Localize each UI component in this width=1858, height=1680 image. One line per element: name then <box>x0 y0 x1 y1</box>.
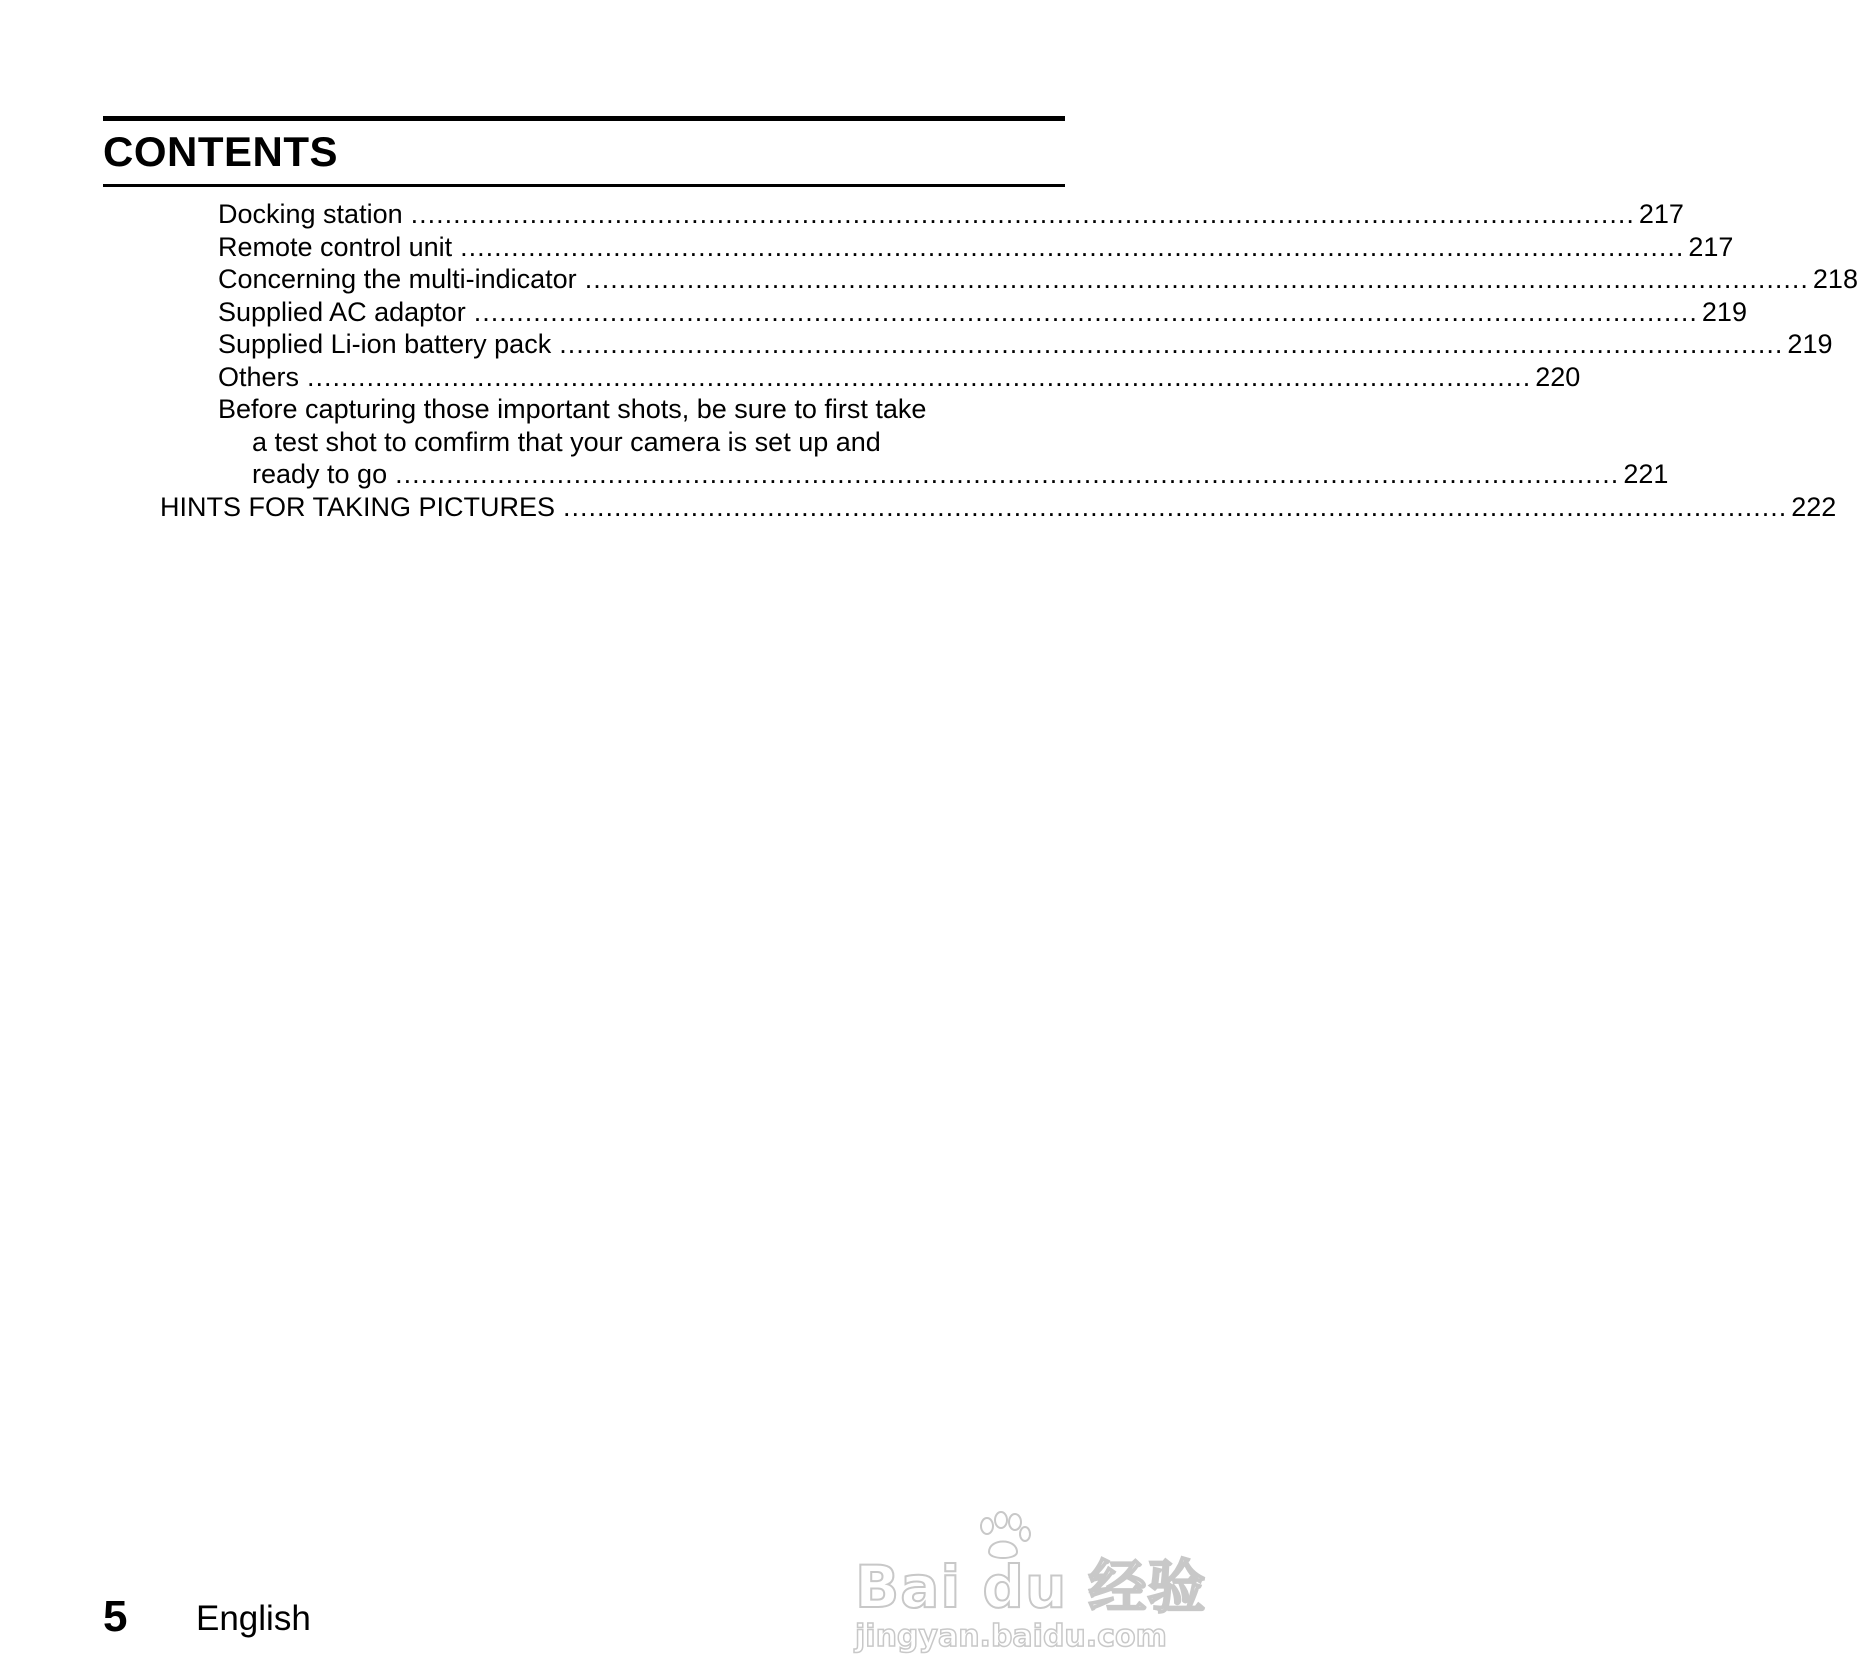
dot-leader: ................................................................................................................................................ <box>410 199 1635 229</box>
toc-entry-label: Docking station <box>218 199 403 229</box>
toc-entry-label: Supplied AC adaptor <box>218 296 466 327</box>
toc-entry-label: Supplied Li-ion battery pack <box>218 329 552 359</box>
dot-leader: ................................................................................................................................................ <box>460 231 1685 262</box>
toc-entry-page: 217 <box>1688 231 1734 262</box>
dot-leader: ................................................................................................................................................ <box>395 459 1620 489</box>
toc-entry-page: 218 <box>1812 264 1858 294</box>
toc-section-label: HINTS FOR TAKING PICTURES <box>160 491 556 522</box>
toc-entry-docking-station[interactable] <box>218 198 1684 231</box>
toc-entry-page: 222 <box>1791 491 1837 522</box>
toc-entry-battery-pack[interactable] <box>218 328 1833 361</box>
toc-entry-others[interactable] <box>218 361 1581 394</box>
watermark-brand: Bai du 经验 <box>855 1553 1207 1621</box>
dot-leader: ................................................................................................................................................ <box>584 264 1809 294</box>
watermark-url: jingyan.baidu.com <box>855 1619 1167 1654</box>
title-bottom-rule <box>103 184 1065 187</box>
toc-entry-label-line-3: ready to go <box>252 459 388 489</box>
dot-leader: ................................................................................................................................................ <box>307 361 1532 392</box>
toc-entry-label-line-2: a test shot to comfirm that your camera is set up and <box>252 426 881 457</box>
dot-leader: ................................................................................................................................................ <box>559 329 1784 359</box>
toc-entry-page: 219 <box>1701 296 1747 327</box>
page-number: 5 <box>103 1592 128 1641</box>
toc-entry-ac-adaptor[interactable] <box>218 296 1747 329</box>
table-of-contents <box>0 198 1858 523</box>
toc-entry-label: Remote control unit <box>218 231 453 262</box>
dot-leader: ................................................................................................................................................ <box>473 296 1698 327</box>
toc-entry-multi-indicator[interactable] <box>218 263 1858 296</box>
toc-entry-label-line-1: Before capturing those important shots, be sure to first take <box>218 394 927 424</box>
toc-entry-remote-control-unit[interactable] <box>218 231 1734 264</box>
toc-entry-page: 221 <box>1623 459 1669 489</box>
toc-entry-label: Others <box>218 361 300 392</box>
page-title: CONTENTS <box>103 128 338 175</box>
dot-leader: ................................................................................................................................................ <box>563 491 1788 522</box>
toc-entry-hints-for-taking-pictures[interactable] <box>160 491 1837 524</box>
toc-entry-page: 217 <box>1638 199 1684 229</box>
toc-entry-last-line <box>252 458 1669 491</box>
toc-entry-label: Concerning the multi-indicator <box>218 264 577 294</box>
toc-entry-page: 219 <box>1787 329 1833 359</box>
toc-entry-test-shot[interactable] <box>0 393 1669 491</box>
language-label: English <box>196 1599 311 1638</box>
title-top-rule <box>103 116 1065 121</box>
toc-entry-page: 220 <box>1535 361 1581 392</box>
baidu-jingyan-watermark <box>855 1512 1207 1654</box>
